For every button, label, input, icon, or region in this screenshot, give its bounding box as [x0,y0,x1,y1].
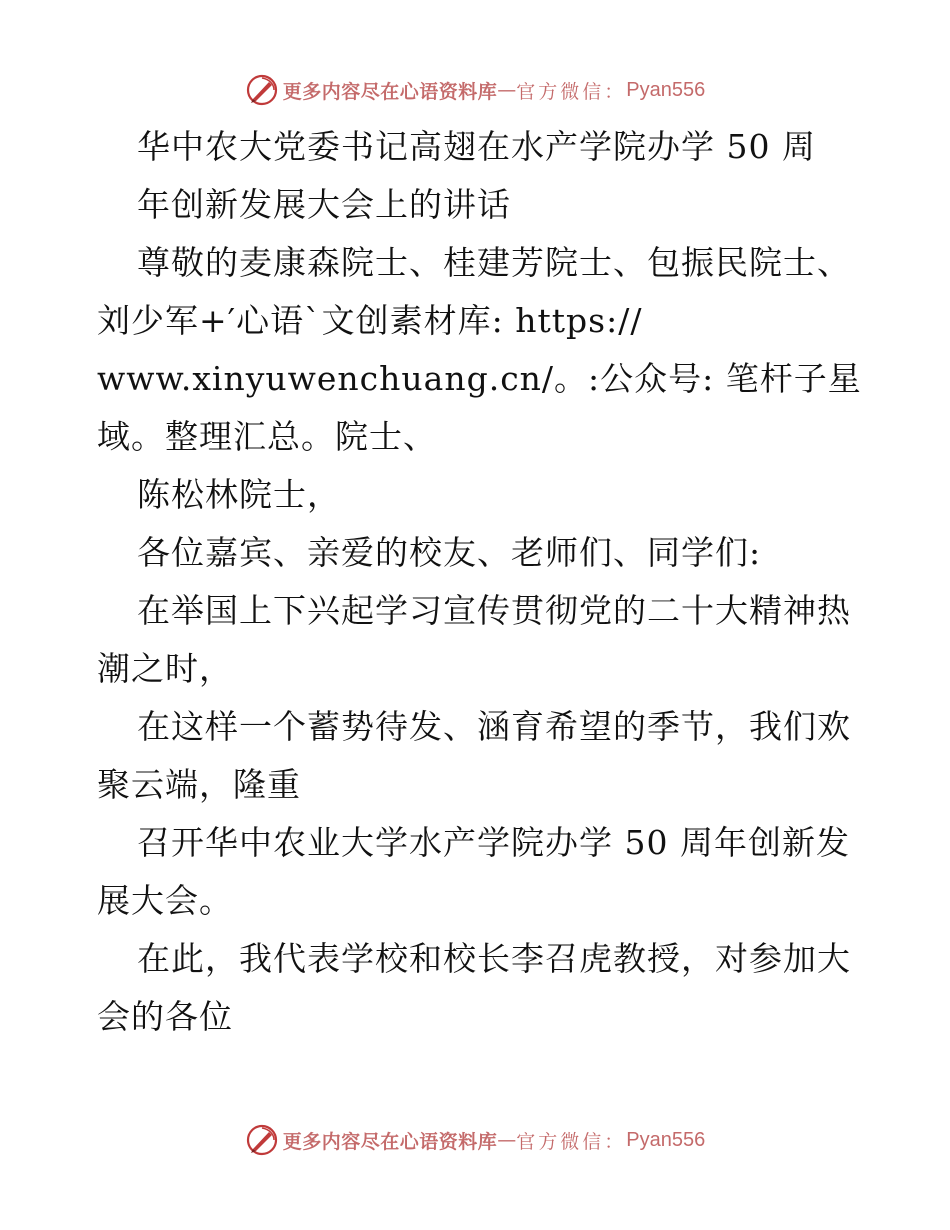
wechat-id: Pyan556 [626,78,706,101]
text-line: 年创新发展大会上的讲话 [137,185,511,224]
text-line: 各位嘉宾、亲爱的校友、老师们、同学们: [137,533,762,572]
text-line: 在举国上下兴起学习宣传贯彻党的二十大精神热 [137,591,851,630]
text-line: 华中农大党委书记高翅在水产学院办学 50 周 [137,127,816,166]
header-banner [0,68,950,112]
text-line: www.xinyuwenchuang.cn/。:公众号: 笔杆子星 [97,359,862,398]
text-line: 在这样一个蓄势待发、涵育希望的季节，我们欢 [137,707,851,746]
site-promo-text: 更多内容尽在心语资料库 [282,1130,498,1153]
wechat-id: Pyan556 [626,1128,706,1151]
banner-separator: — [497,1129,517,1151]
document-body [97,118,862,1046]
text-line: 刘少军+′心语`文创素材库: https:// [97,301,643,340]
text-line: 召开华中农业大学水产学院办学 50 周年创新发 [137,823,850,862]
wechat-label: 官方微信： [516,80,627,103]
text-line: 会的各位 [97,997,233,1036]
wechat-label: 官方微信： [516,1130,627,1153]
text-line: 域。整理汇总。院士、 [97,417,437,456]
quill-logo-icon [245,1123,279,1157]
text-line: 尊敬的麦康森院士、桂建芳院士、包振民院士、 [137,243,851,282]
text-line: 陈松林院士， [137,475,341,514]
banner-separator: — [497,79,517,101]
footer-banner [0,1118,950,1162]
site-promo-text: 更多内容尽在心语资料库 [282,80,498,103]
text-line: 潮之时， [97,649,233,688]
text-line: 在此，我代表学校和校长李召虎教授，对参加大 [137,939,851,978]
text-line: 展大会。 [97,881,233,920]
quill-logo-icon [245,73,279,107]
text-line: 聚云端，隆重 [97,765,301,804]
